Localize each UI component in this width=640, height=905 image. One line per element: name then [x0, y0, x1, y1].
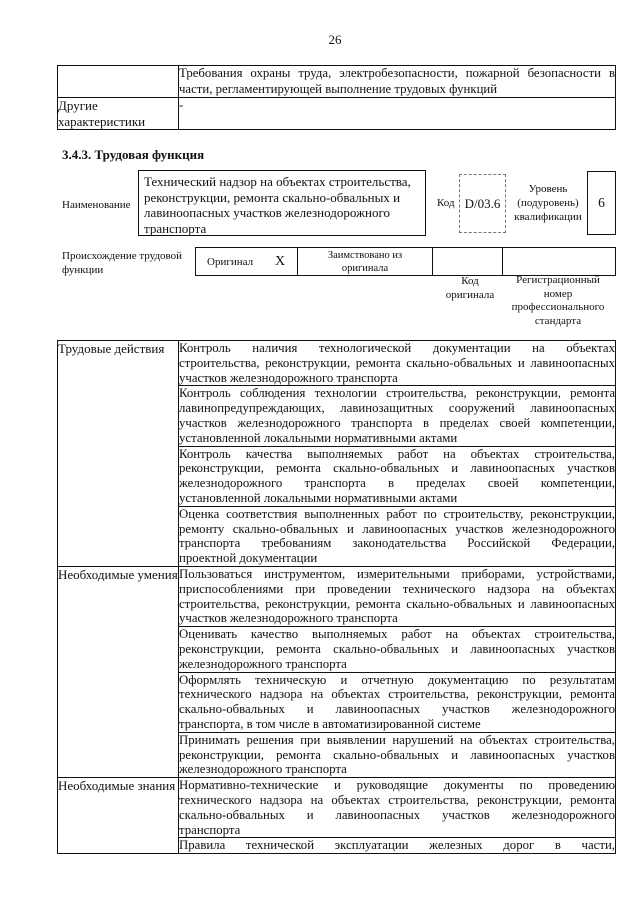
text-line: железнодорожного транспорта — [179, 762, 347, 777]
qualification-level-box — [587, 171, 616, 235]
original-label: Оригинал — [207, 256, 254, 268]
skill-cell — [179, 566, 616, 626]
qualification-level-value: 6 — [598, 195, 605, 210]
section-label-required-knowledge: Необходимые знания — [58, 778, 179, 854]
page-number: 26 — [328, 32, 342, 47]
registration-number-box — [502, 247, 616, 276]
skill-cell — [179, 672, 616, 732]
text-line: участков железнодорожного транспорта — [179, 611, 398, 626]
text-line: Контроль качества выполняемых работ на объектах строительства, — [179, 446, 615, 461]
text-line: транспорта требованиям законодательства Российской Федерации, — [179, 536, 615, 551]
labor-action-cell — [179, 506, 616, 566]
knowledge-cell — [179, 778, 616, 838]
text-line: Нормативно-технические и руководящие документы по проведению — [179, 778, 615, 793]
other-characteristics-value — [179, 98, 616, 130]
section-label-labor-actions: Трудовые действия — [58, 341, 179, 567]
text-line: Оценивать качество выполняемых работ на объектах строительства, — [179, 627, 615, 642]
other-characteristics-label: Другие характеристики — [58, 98, 179, 130]
text-line: реконструкции, ремонта скально-обвальных и — [144, 189, 401, 205]
text-line: железнодорожного транспорта — [179, 656, 347, 671]
function-name-box — [138, 170, 426, 236]
skill-cell — [179, 627, 616, 672]
text-line: приспособлениями при проведении технического надзора на объектах — [179, 581, 615, 596]
text-line: строительства, реконструкции, ремонта скально-обвальных и лавиноопасных — [179, 355, 615, 370]
borrowed-label: Заимствовано из оригинала — [327, 250, 403, 274]
text-line: лавиноопасных участков железнодорожного — [144, 205, 391, 220]
text-line: участков железнодорожного транспорта в пределах своей компетенции, — [179, 415, 615, 430]
text-line: установленной локальными нормативными актами — [179, 490, 458, 505]
table-row — [58, 341, 616, 386]
skill-cell — [179, 732, 616, 777]
text-line: реконструкции, ремонта скально-обвальных и лавиноопасных участков — [179, 747, 615, 762]
text-line: Контроль соблюдения технологии строительства, реконструкции, ремонта — [179, 386, 615, 401]
text-line: Оформлять техническую и отчетную документацию по результатам — [179, 672, 615, 687]
borrowed-box — [297, 247, 433, 276]
section-heading: 3.4.3. Трудовая функция — [62, 147, 205, 162]
text-line: ремонту скально-обвальных и лавиноопасных участков железнодорожного — [179, 521, 615, 536]
original-code-box — [432, 247, 503, 276]
code-value-box — [459, 174, 506, 233]
text-line: Оценка соответствия выполненных работ по строительству, реконструкции, — [179, 506, 615, 521]
qualification-level-label: Уровень (подуровень) квалификации — [514, 183, 582, 223]
labor-action-cell — [179, 386, 616, 446]
continued-table — [57, 65, 616, 130]
knowledge-cell — [179, 838, 616, 854]
safety-requirements-cell — [179, 66, 616, 98]
text-line: Требования охраны труда, электробезопасности, пожарной безопасности в — [179, 66, 615, 80]
text-line: лавинопредупреждающих, лавинозащитных сооружений лавиноопасных — [179, 401, 615, 416]
text-line: проектной документации — [179, 551, 318, 566]
text-line: участков железнодорожного транспорта — [179, 370, 398, 385]
empty-label-cell — [58, 66, 179, 98]
section-label-required-skills: Необходимые умения — [58, 566, 179, 777]
table-row — [58, 98, 616, 130]
text-line: технического надзора на объектах строительства, реконструкции, ремонта — [179, 792, 615, 807]
text-line: технического надзора на объектах строительства, реконструкции, ремонта — [179, 687, 615, 702]
text-line: части, регламентирующей выполнение трудовых функций — [179, 81, 498, 96]
original-code-caption: Код оригинала — [445, 275, 495, 301]
text-line: строительства, реконструкции, ремонта скально-обвальных и лавиноопасных — [179, 596, 615, 611]
table-row — [58, 778, 616, 838]
name-label: Наименование — [62, 199, 131, 211]
text-line: реконструкции, ремонта скально-обвальных и лавиноопасных участков — [179, 461, 615, 476]
text-line: Технический надзор на объектах строительства, — [144, 174, 411, 189]
code-value: D/03.6 — [464, 195, 501, 211]
text-line: Контроль наличия технологической документации на объектах — [179, 341, 615, 355]
text-line: Принимать решения при выявлении нарушений на объектах строительства, — [179, 732, 615, 747]
text-line: скально-обвальных и лавиноопасных участков железнодорожного — [179, 807, 615, 822]
text-line: транспорта — [179, 822, 241, 837]
text-line: - — [179, 98, 184, 112]
labor-action-cell — [179, 446, 616, 506]
labor-function-table — [57, 340, 616, 854]
labor-action-cell — [179, 341, 616, 386]
original-mark: X — [275, 254, 286, 269]
table-row — [58, 566, 616, 626]
text-line: транспорта — [144, 220, 207, 236]
text-line: Правила технической эксплуатации железных дорог в части, — [179, 838, 615, 853]
text-line: железнодорожного транспорта в пределах своей компетенции, — [179, 476, 615, 491]
registration-number-caption: Регистрационный номер профессионального стандарта — [511, 274, 605, 327]
text-line: реконструкции, ремонта скально-обвальных и лавиноопасных участков — [179, 641, 615, 656]
text-line: транспорта, в том числе в автоматизированной системе — [179, 716, 481, 731]
text-line: Пользоваться инструментом, измерительными приборами, устройствами, — [179, 566, 615, 581]
text-line: скально-обвальных и лавиноопасных участков железнодорожного — [179, 702, 615, 717]
table-row — [58, 66, 616, 98]
origin-label: Происхождение трудовой функции — [62, 250, 183, 276]
code-label: Код — [437, 197, 455, 209]
text-line: установленной локальными нормативными актами — [179, 430, 458, 445]
original-box — [195, 247, 298, 276]
